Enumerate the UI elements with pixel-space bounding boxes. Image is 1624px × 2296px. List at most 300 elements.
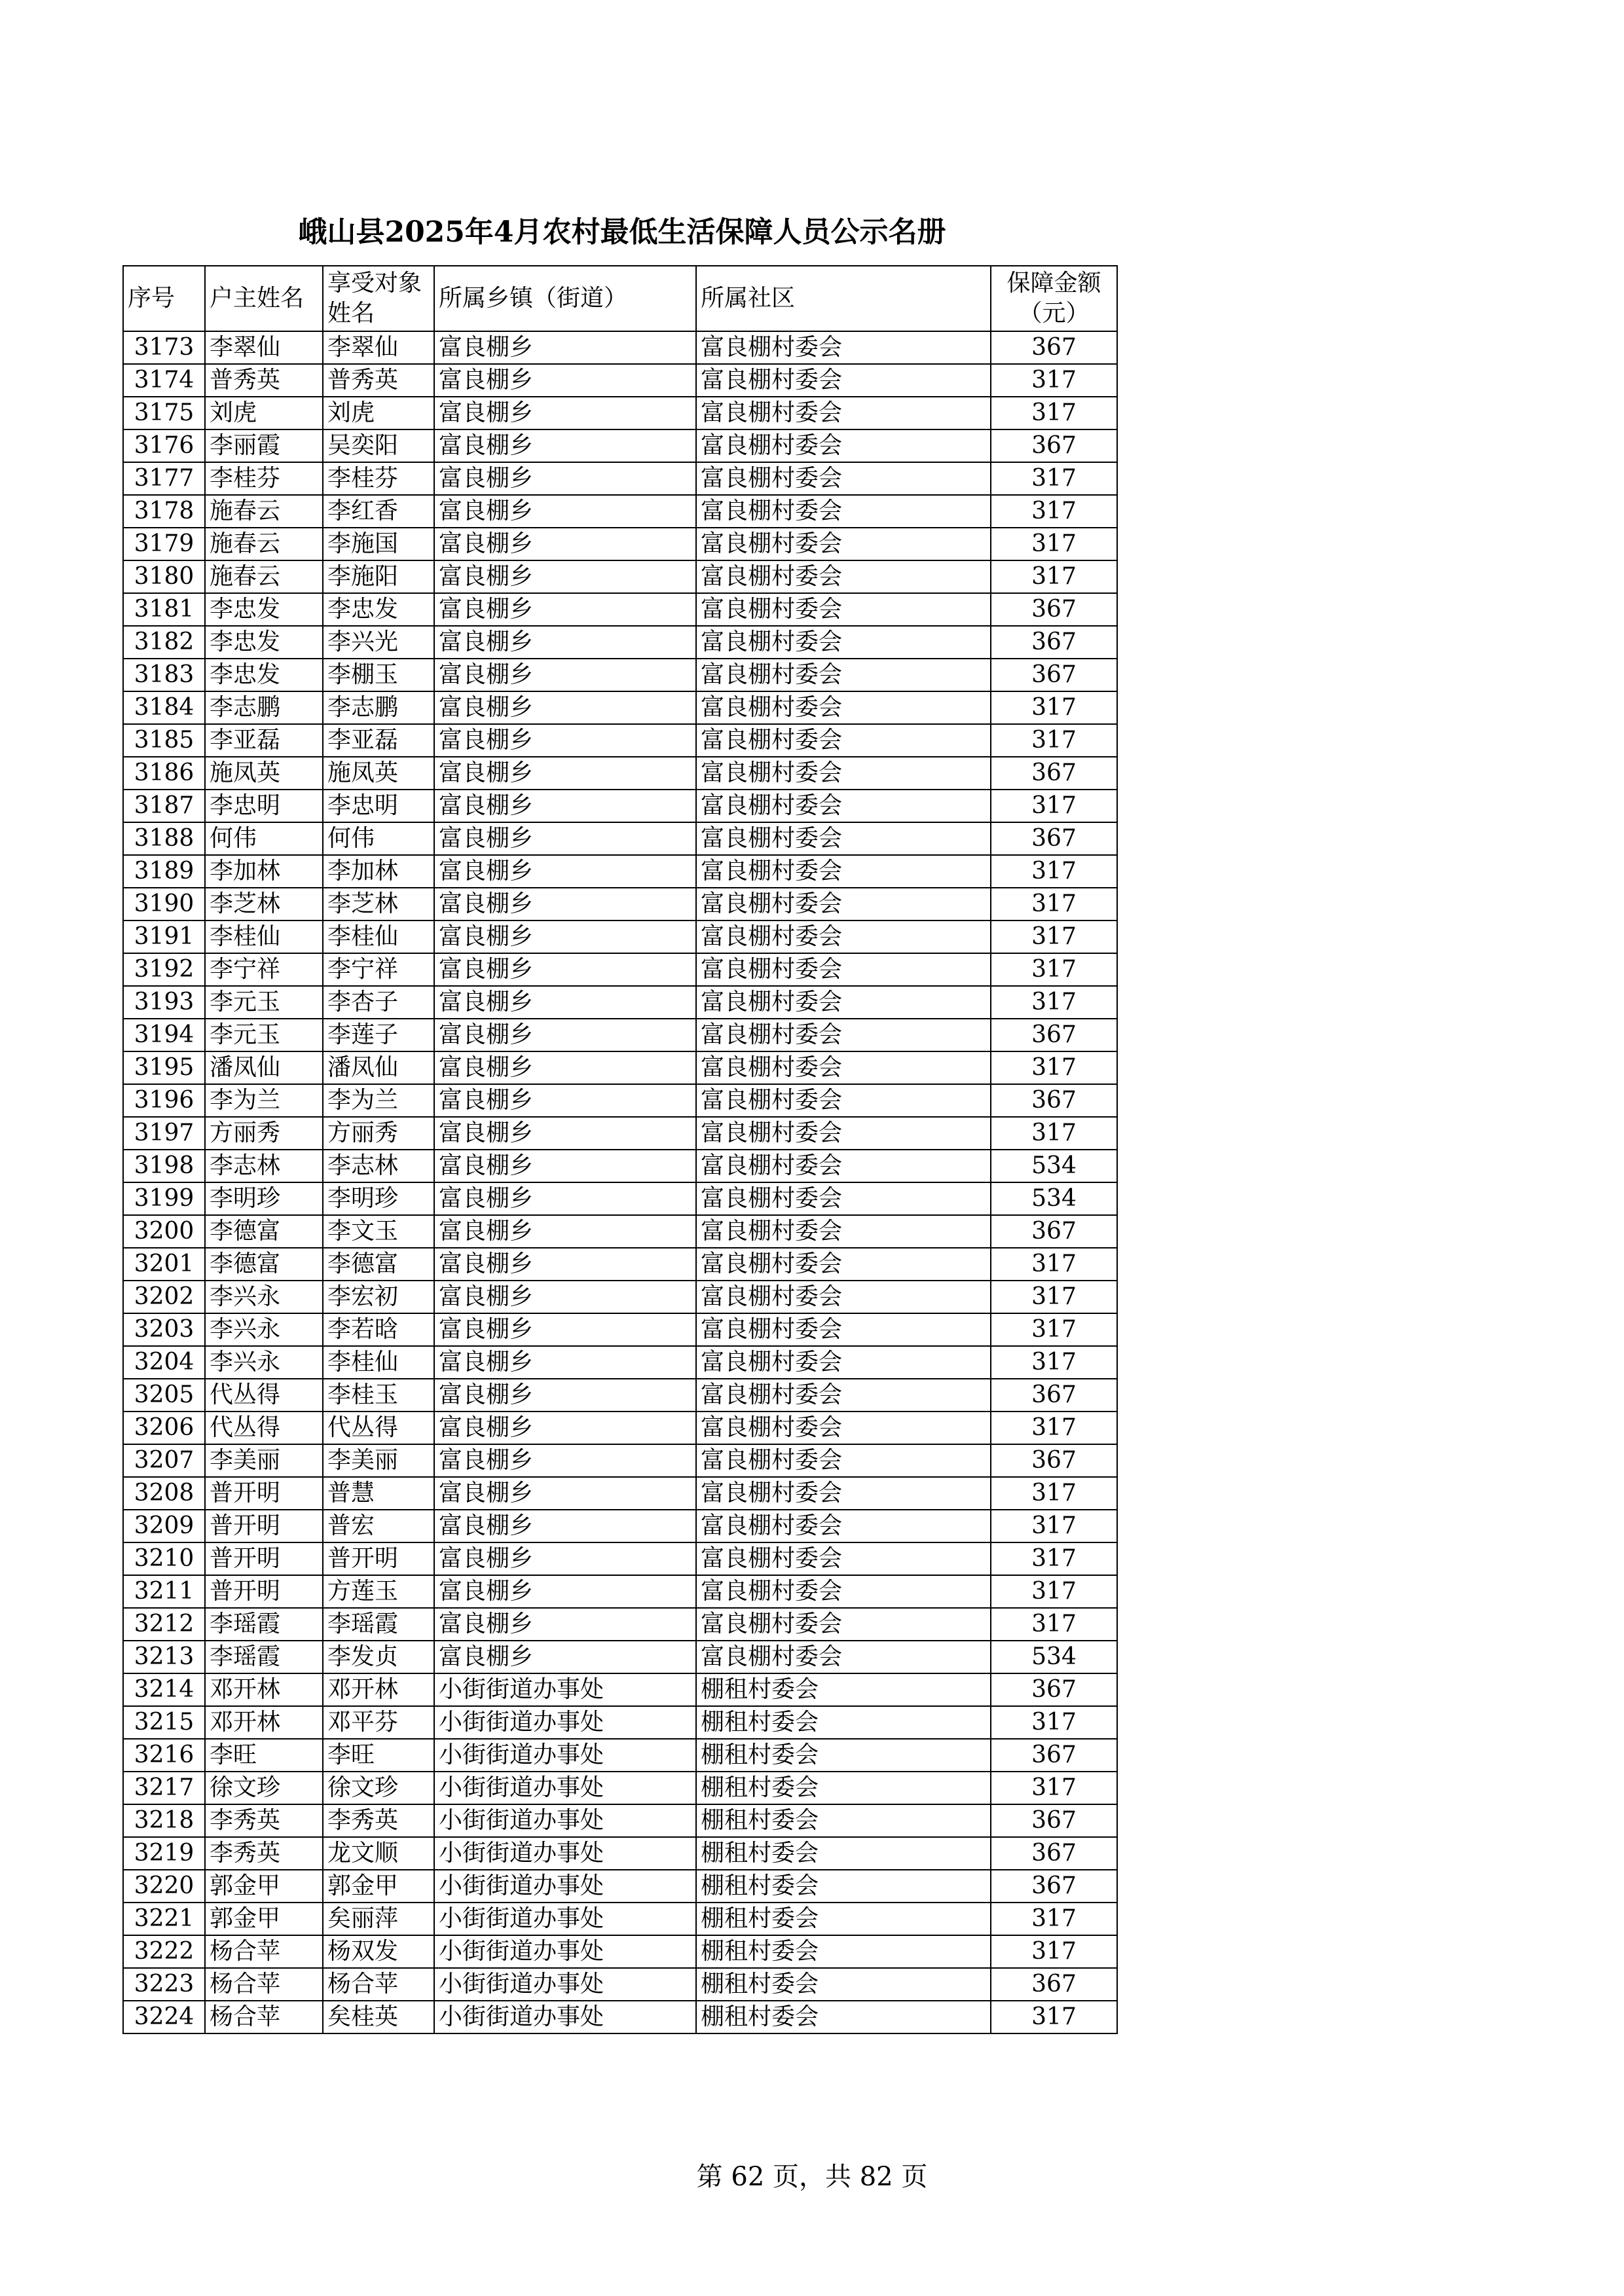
cell-town: 富良棚乡 [434, 593, 696, 626]
header-no: 序号 [123, 266, 205, 331]
table-row [123, 1510, 1117, 1542]
cell-community: 棚租村委会 [696, 1837, 991, 1870]
cell-town: 富良棚乡 [434, 1542, 696, 1575]
cell-amount: 367 [991, 1379, 1117, 1412]
cell-beneficiary: 刘虎 [323, 397, 434, 429]
cell-amount: 317 [991, 1510, 1117, 1542]
cell-head-name: 郭金甲 [205, 1870, 323, 1903]
cell-community: 富良棚村委会 [696, 1182, 991, 1215]
cell-amount: 367 [991, 1444, 1117, 1477]
cell-no: 3207 [123, 1444, 205, 1477]
cell-community: 富良棚村委会 [696, 1608, 991, 1641]
cell-community: 富良棚村委会 [696, 790, 991, 822]
cell-town: 小街街道办事处 [434, 1772, 696, 1804]
table-row [123, 1772, 1117, 1804]
cell-amount: 317 [991, 691, 1117, 724]
cell-beneficiary: 普宏 [323, 1510, 434, 1542]
cell-beneficiary: 施凤英 [323, 757, 434, 790]
cell-beneficiary: 李志鹏 [323, 691, 434, 724]
cell-no: 3199 [123, 1182, 205, 1215]
cell-head-name: 李德富 [205, 1215, 323, 1248]
table-row [123, 1739, 1117, 1772]
table-row [123, 626, 1117, 659]
cell-town: 富良棚乡 [434, 1641, 696, 1673]
cell-no: 3182 [123, 626, 205, 659]
cell-no: 3213 [123, 1641, 205, 1673]
cell-amount: 367 [991, 822, 1117, 855]
table-row [123, 1804, 1117, 1837]
table-row [123, 462, 1117, 495]
table-row [123, 659, 1117, 691]
table-row [123, 2001, 1117, 2033]
cell-beneficiary: 李宁祥 [323, 953, 434, 986]
cell-head-name: 施春云 [205, 528, 323, 560]
cell-amount: 317 [991, 1412, 1117, 1444]
table-body [123, 331, 1117, 2033]
cell-beneficiary: 普开明 [323, 1542, 434, 1575]
cell-head-name: 普开明 [205, 1477, 323, 1510]
table-row [123, 1575, 1117, 1608]
cell-head-name: 李秀英 [205, 1837, 323, 1870]
header-town: 所属乡镇（街道） [434, 266, 696, 331]
cell-beneficiary: 普慧 [323, 1477, 434, 1510]
cell-town: 富良棚乡 [434, 953, 696, 986]
cell-community: 富良棚村委会 [696, 1542, 991, 1575]
cell-no: 3205 [123, 1379, 205, 1412]
cell-beneficiary: 李发贞 [323, 1641, 434, 1673]
cell-no: 3215 [123, 1706, 205, 1739]
cell-town: 富良棚乡 [434, 1117, 696, 1150]
cell-no: 3187 [123, 790, 205, 822]
cell-town: 富良棚乡 [434, 626, 696, 659]
cell-community: 富良棚村委会 [696, 920, 991, 953]
cell-beneficiary: 李桂芬 [323, 462, 434, 495]
cell-community: 富良棚村委会 [696, 429, 991, 462]
cell-amount: 367 [991, 626, 1117, 659]
cell-town: 富良棚乡 [434, 462, 696, 495]
cell-amount: 367 [991, 331, 1117, 364]
cell-town: 小街街道办事处 [434, 1903, 696, 1935]
cell-amount: 317 [991, 1542, 1117, 1575]
cell-amount: 317 [991, 1903, 1117, 1935]
cell-community: 富良棚村委会 [696, 822, 991, 855]
header-head-name: 户主姓名 [205, 266, 323, 331]
table-row [123, 1542, 1117, 1575]
table-row [123, 855, 1117, 888]
cell-beneficiary: 邓开林 [323, 1673, 434, 1706]
cell-no: 3195 [123, 1051, 205, 1084]
cell-beneficiary: 李兴光 [323, 626, 434, 659]
cell-no: 3221 [123, 1903, 205, 1935]
cell-community: 富良棚村委会 [696, 1281, 991, 1313]
cell-beneficiary: 李桂玉 [323, 1379, 434, 1412]
cell-beneficiary: 何伟 [323, 822, 434, 855]
cell-amount: 317 [991, 560, 1117, 593]
cell-head-name: 施凤英 [205, 757, 323, 790]
cell-town: 富良棚乡 [434, 331, 696, 364]
cell-town: 富良棚乡 [434, 1019, 696, 1051]
cell-no: 3224 [123, 2001, 205, 2033]
cell-amount: 317 [991, 397, 1117, 429]
cell-head-name: 李瑶霞 [205, 1641, 323, 1673]
cell-town: 富良棚乡 [434, 1412, 696, 1444]
cell-town: 富良棚乡 [434, 1379, 696, 1412]
cell-no: 3193 [123, 986, 205, 1019]
cell-no: 3183 [123, 659, 205, 691]
cell-town: 富良棚乡 [434, 790, 696, 822]
cell-amount: 317 [991, 1608, 1117, 1641]
cell-amount: 317 [991, 1117, 1117, 1150]
cell-no: 3198 [123, 1150, 205, 1182]
cell-town: 富良棚乡 [434, 757, 696, 790]
table-row [123, 1346, 1117, 1379]
cell-head-name: 李忠发 [205, 593, 323, 626]
cell-community: 富良棚村委会 [696, 888, 991, 920]
cell-head-name: 李桂芬 [205, 462, 323, 495]
table-row [123, 528, 1117, 560]
cell-amount: 534 [991, 1641, 1117, 1673]
cell-community: 富良棚村委会 [696, 560, 991, 593]
cell-beneficiary: 李桂仙 [323, 920, 434, 953]
cell-beneficiary: 李桂仙 [323, 1346, 434, 1379]
cell-beneficiary: 李加林 [323, 855, 434, 888]
table-row [123, 1935, 1117, 1968]
cell-beneficiary: 李美丽 [323, 1444, 434, 1477]
cell-head-name: 李秀英 [205, 1804, 323, 1837]
cell-no: 3203 [123, 1313, 205, 1346]
table-row [123, 724, 1117, 757]
cell-community: 富良棚村委会 [696, 1477, 991, 1510]
cell-town: 富良棚乡 [434, 659, 696, 691]
table-row [123, 331, 1117, 364]
cell-head-name: 普开明 [205, 1510, 323, 1542]
cell-beneficiary: 李若晗 [323, 1313, 434, 1346]
cell-amount: 317 [991, 790, 1117, 822]
cell-amount: 367 [991, 659, 1117, 691]
cell-head-name: 邓开林 [205, 1673, 323, 1706]
cell-head-name: 李兴永 [205, 1313, 323, 1346]
cell-amount: 367 [991, 1019, 1117, 1051]
table-row [123, 1150, 1117, 1182]
cell-amount: 367 [991, 1837, 1117, 1870]
cell-head-name: 施春云 [205, 495, 323, 528]
cell-community: 富良棚村委会 [696, 593, 991, 626]
cell-community: 棚租村委会 [696, 1804, 991, 1837]
table-row [123, 1706, 1117, 1739]
table-row [123, 1182, 1117, 1215]
cell-town: 小街街道办事处 [434, 1706, 696, 1739]
cell-community: 富良棚村委会 [696, 495, 991, 528]
cell-head-name: 杨合苹 [205, 2001, 323, 2033]
cell-head-name: 李志鹏 [205, 691, 323, 724]
cell-beneficiary: 代丛得 [323, 1412, 434, 1444]
header-amount-label: 保障金额（元） [1006, 270, 1101, 327]
cell-amount: 317 [991, 528, 1117, 560]
cell-town: 富良棚乡 [434, 429, 696, 462]
cell-no: 3189 [123, 855, 205, 888]
cell-head-name: 徐文珍 [205, 1772, 323, 1804]
cell-community: 富良棚村委会 [696, 1379, 991, 1412]
cell-amount: 317 [991, 1313, 1117, 1346]
cell-no: 3191 [123, 920, 205, 953]
cell-beneficiary: 李施阳 [323, 560, 434, 593]
cell-amount: 534 [991, 1182, 1117, 1215]
cell-community: 棚租村委会 [696, 1739, 991, 1772]
cell-beneficiary: 普秀英 [323, 364, 434, 397]
cell-no: 3217 [123, 1772, 205, 1804]
cell-head-name: 李芝林 [205, 888, 323, 920]
cell-no: 3190 [123, 888, 205, 920]
table-row [123, 986, 1117, 1019]
cell-head-name: 潘凤仙 [205, 1051, 323, 1084]
cell-head-name: 杨合苹 [205, 1935, 323, 1968]
cell-community: 富良棚村委会 [696, 855, 991, 888]
cell-amount: 317 [991, 888, 1117, 920]
cell-head-name: 李桂仙 [205, 920, 323, 953]
table-row [123, 1051, 1117, 1084]
table-row [123, 790, 1117, 822]
cell-no: 3185 [123, 724, 205, 757]
cell-beneficiary: 李志林 [323, 1150, 434, 1182]
cell-town: 富良棚乡 [434, 920, 696, 953]
cell-town: 小街街道办事处 [434, 1870, 696, 1903]
cell-beneficiary: 李棚玉 [323, 659, 434, 691]
cell-beneficiary: 龙文顺 [323, 1837, 434, 1870]
cell-town: 富良棚乡 [434, 986, 696, 1019]
cell-amount: 317 [991, 1706, 1117, 1739]
header-community: 所属社区 [696, 266, 991, 331]
cell-town: 富良棚乡 [434, 495, 696, 528]
cell-head-name: 何伟 [205, 822, 323, 855]
cell-town: 富良棚乡 [434, 1051, 696, 1084]
cell-community: 富良棚村委会 [696, 724, 991, 757]
cell-amount: 317 [991, 462, 1117, 495]
cell-beneficiary: 李文玉 [323, 1215, 434, 1248]
cell-community: 富良棚村委会 [696, 953, 991, 986]
cell-beneficiary: 李瑶霞 [323, 1608, 434, 1641]
table-row [123, 1673, 1117, 1706]
cell-head-name: 施春云 [205, 560, 323, 593]
cell-no: 3174 [123, 364, 205, 397]
cell-head-name: 李元玉 [205, 1019, 323, 1051]
cell-amount: 317 [991, 724, 1117, 757]
table-row [123, 1837, 1117, 1870]
cell-head-name: 李兴永 [205, 1346, 323, 1379]
page-title: 峨山县2025年4月农村最低生活保障人员公示名册 [298, 215, 946, 249]
cell-beneficiary: 李施国 [323, 528, 434, 560]
cell-town: 富良棚乡 [434, 724, 696, 757]
cell-head-name: 郭金甲 [205, 1903, 323, 1935]
cell-town: 富良棚乡 [434, 1248, 696, 1281]
cell-beneficiary: 吴奕阳 [323, 429, 434, 462]
cell-amount: 317 [991, 1575, 1117, 1608]
cell-town: 富良棚乡 [434, 691, 696, 724]
header-beneficiary-name [323, 266, 434, 331]
cell-beneficiary: 矣桂英 [323, 2001, 434, 2033]
cell-amount: 367 [991, 1739, 1117, 1772]
cell-community: 富良棚村委会 [696, 1641, 991, 1673]
table-row [123, 560, 1117, 593]
cell-head-name: 李翠仙 [205, 331, 323, 364]
table-row [123, 1215, 1117, 1248]
table-row [123, 920, 1117, 953]
cell-amount: 367 [991, 757, 1117, 790]
cell-amount: 367 [991, 429, 1117, 462]
cell-community: 富良棚村委会 [696, 626, 991, 659]
cell-amount: 367 [991, 593, 1117, 626]
table-row [123, 1477, 1117, 1510]
cell-town: 富良棚乡 [434, 1444, 696, 1477]
cell-no: 3211 [123, 1575, 205, 1608]
cell-head-name: 李旺 [205, 1739, 323, 1772]
cell-amount: 317 [991, 1477, 1117, 1510]
table-row [123, 822, 1117, 855]
table-row [123, 757, 1117, 790]
cell-community: 棚租村委会 [696, 1935, 991, 1968]
cell-head-name: 李亚磊 [205, 724, 323, 757]
cell-community: 棚租村委会 [696, 2001, 991, 2033]
cell-no: 3202 [123, 1281, 205, 1313]
table-row [123, 1968, 1117, 2001]
cell-no: 3184 [123, 691, 205, 724]
cell-no: 3219 [123, 1837, 205, 1870]
cell-community: 富良棚村委会 [696, 1019, 991, 1051]
cell-community: 富良棚村委会 [696, 1510, 991, 1542]
cell-community: 富良棚村委会 [696, 1444, 991, 1477]
cell-beneficiary: 矣丽萍 [323, 1903, 434, 1935]
cell-beneficiary: 李为兰 [323, 1084, 434, 1117]
cell-no: 3218 [123, 1804, 205, 1837]
cell-town: 富良棚乡 [434, 364, 696, 397]
cell-town: 富良棚乡 [434, 1510, 696, 1542]
cell-town: 小街街道办事处 [434, 1837, 696, 1870]
table-row [123, 495, 1117, 528]
roster-table [122, 265, 1118, 2034]
cell-town: 富良棚乡 [434, 888, 696, 920]
table-row [123, 593, 1117, 626]
cell-head-name: 普开明 [205, 1575, 323, 1608]
cell-beneficiary: 李红香 [323, 495, 434, 528]
cell-community: 富良棚村委会 [696, 1248, 991, 1281]
cell-amount: 317 [991, 2001, 1117, 2033]
cell-head-name: 李德富 [205, 1248, 323, 1281]
cell-community: 富良棚村委会 [696, 364, 991, 397]
cell-community: 富良棚村委会 [696, 331, 991, 364]
cell-no: 3200 [123, 1215, 205, 1248]
cell-community: 富良棚村委会 [696, 397, 991, 429]
cell-amount: 367 [991, 1673, 1117, 1706]
table-row [123, 1084, 1117, 1117]
cell-head-name: 李兴永 [205, 1281, 323, 1313]
cell-head-name: 李忠发 [205, 626, 323, 659]
cell-no: 3196 [123, 1084, 205, 1117]
cell-beneficiary: 李明珍 [323, 1182, 434, 1215]
cell-no: 3214 [123, 1673, 205, 1706]
cell-community: 富良棚村委会 [696, 1412, 991, 1444]
cell-amount: 317 [991, 1248, 1117, 1281]
cell-town: 小街街道办事处 [434, 1673, 696, 1706]
cell-town: 富良棚乡 [434, 1346, 696, 1379]
cell-no: 3181 [123, 593, 205, 626]
table-row [123, 953, 1117, 986]
cell-town: 小街街道办事处 [434, 1804, 696, 1837]
cell-community: 富良棚村委会 [696, 691, 991, 724]
cell-head-name: 代丛得 [205, 1379, 323, 1412]
cell-amount: 317 [991, 953, 1117, 986]
cell-no: 3192 [123, 953, 205, 986]
table-row [123, 1444, 1117, 1477]
cell-community: 富良棚村委会 [696, 1313, 991, 1346]
cell-town: 富良棚乡 [434, 1313, 696, 1346]
cell-no: 3188 [123, 822, 205, 855]
cell-town: 富良棚乡 [434, 822, 696, 855]
cell-beneficiary: 李旺 [323, 1739, 434, 1772]
cell-head-name: 李宁祥 [205, 953, 323, 986]
cell-head-name: 普开明 [205, 1542, 323, 1575]
cell-community: 富良棚村委会 [696, 1051, 991, 1084]
cell-town: 富良棚乡 [434, 1477, 696, 1510]
table-row [123, 1641, 1117, 1673]
table-row [123, 888, 1117, 920]
cell-head-name: 李美丽 [205, 1444, 323, 1477]
cell-beneficiary: 李宏初 [323, 1281, 434, 1313]
cell-beneficiary: 李芝林 [323, 888, 434, 920]
cell-community: 富良棚村委会 [696, 757, 991, 790]
cell-no: 3194 [123, 1019, 205, 1051]
cell-no: 3204 [123, 1346, 205, 1379]
cell-community: 棚租村委会 [696, 1903, 991, 1935]
cell-head-name: 普秀英 [205, 364, 323, 397]
table-row [123, 1412, 1117, 1444]
cell-town: 富良棚乡 [434, 1215, 696, 1248]
cell-town: 小街街道办事处 [434, 1739, 696, 1772]
cell-town: 富良棚乡 [434, 1281, 696, 1313]
cell-no: 3175 [123, 397, 205, 429]
cell-community: 棚租村委会 [696, 1772, 991, 1804]
cell-no: 3178 [123, 495, 205, 528]
cell-town: 富良棚乡 [434, 855, 696, 888]
cell-amount: 317 [991, 1772, 1117, 1804]
cell-head-name: 方丽秀 [205, 1117, 323, 1150]
cell-beneficiary: 邓平芬 [323, 1706, 434, 1739]
cell-no: 3173 [123, 331, 205, 364]
cell-town: 富良棚乡 [434, 528, 696, 560]
cell-amount: 317 [991, 855, 1117, 888]
cell-amount: 367 [991, 1968, 1117, 2001]
cell-community: 富良棚村委会 [696, 462, 991, 495]
cell-community: 富良棚村委会 [696, 1215, 991, 1248]
cell-no: 3222 [123, 1935, 205, 1968]
cell-community: 富良棚村委会 [696, 986, 991, 1019]
cell-no: 3186 [123, 757, 205, 790]
table-row [123, 1379, 1117, 1412]
cell-amount: 317 [991, 1281, 1117, 1313]
cell-no: 3208 [123, 1477, 205, 1510]
cell-beneficiary: 杨合苹 [323, 1968, 434, 2001]
cell-town: 富良棚乡 [434, 1182, 696, 1215]
cell-amount: 367 [991, 1084, 1117, 1117]
cell-community: 富良棚村委会 [696, 1346, 991, 1379]
cell-head-name: 李明珍 [205, 1182, 323, 1215]
cell-amount: 534 [991, 1150, 1117, 1182]
cell-community: 棚租村委会 [696, 1968, 991, 2001]
cell-beneficiary: 潘凤仙 [323, 1051, 434, 1084]
cell-amount: 367 [991, 1215, 1117, 1248]
table-row [123, 397, 1117, 429]
cell-no: 3209 [123, 1510, 205, 1542]
cell-community: 富良棚村委会 [696, 1084, 991, 1117]
table-row [123, 1313, 1117, 1346]
